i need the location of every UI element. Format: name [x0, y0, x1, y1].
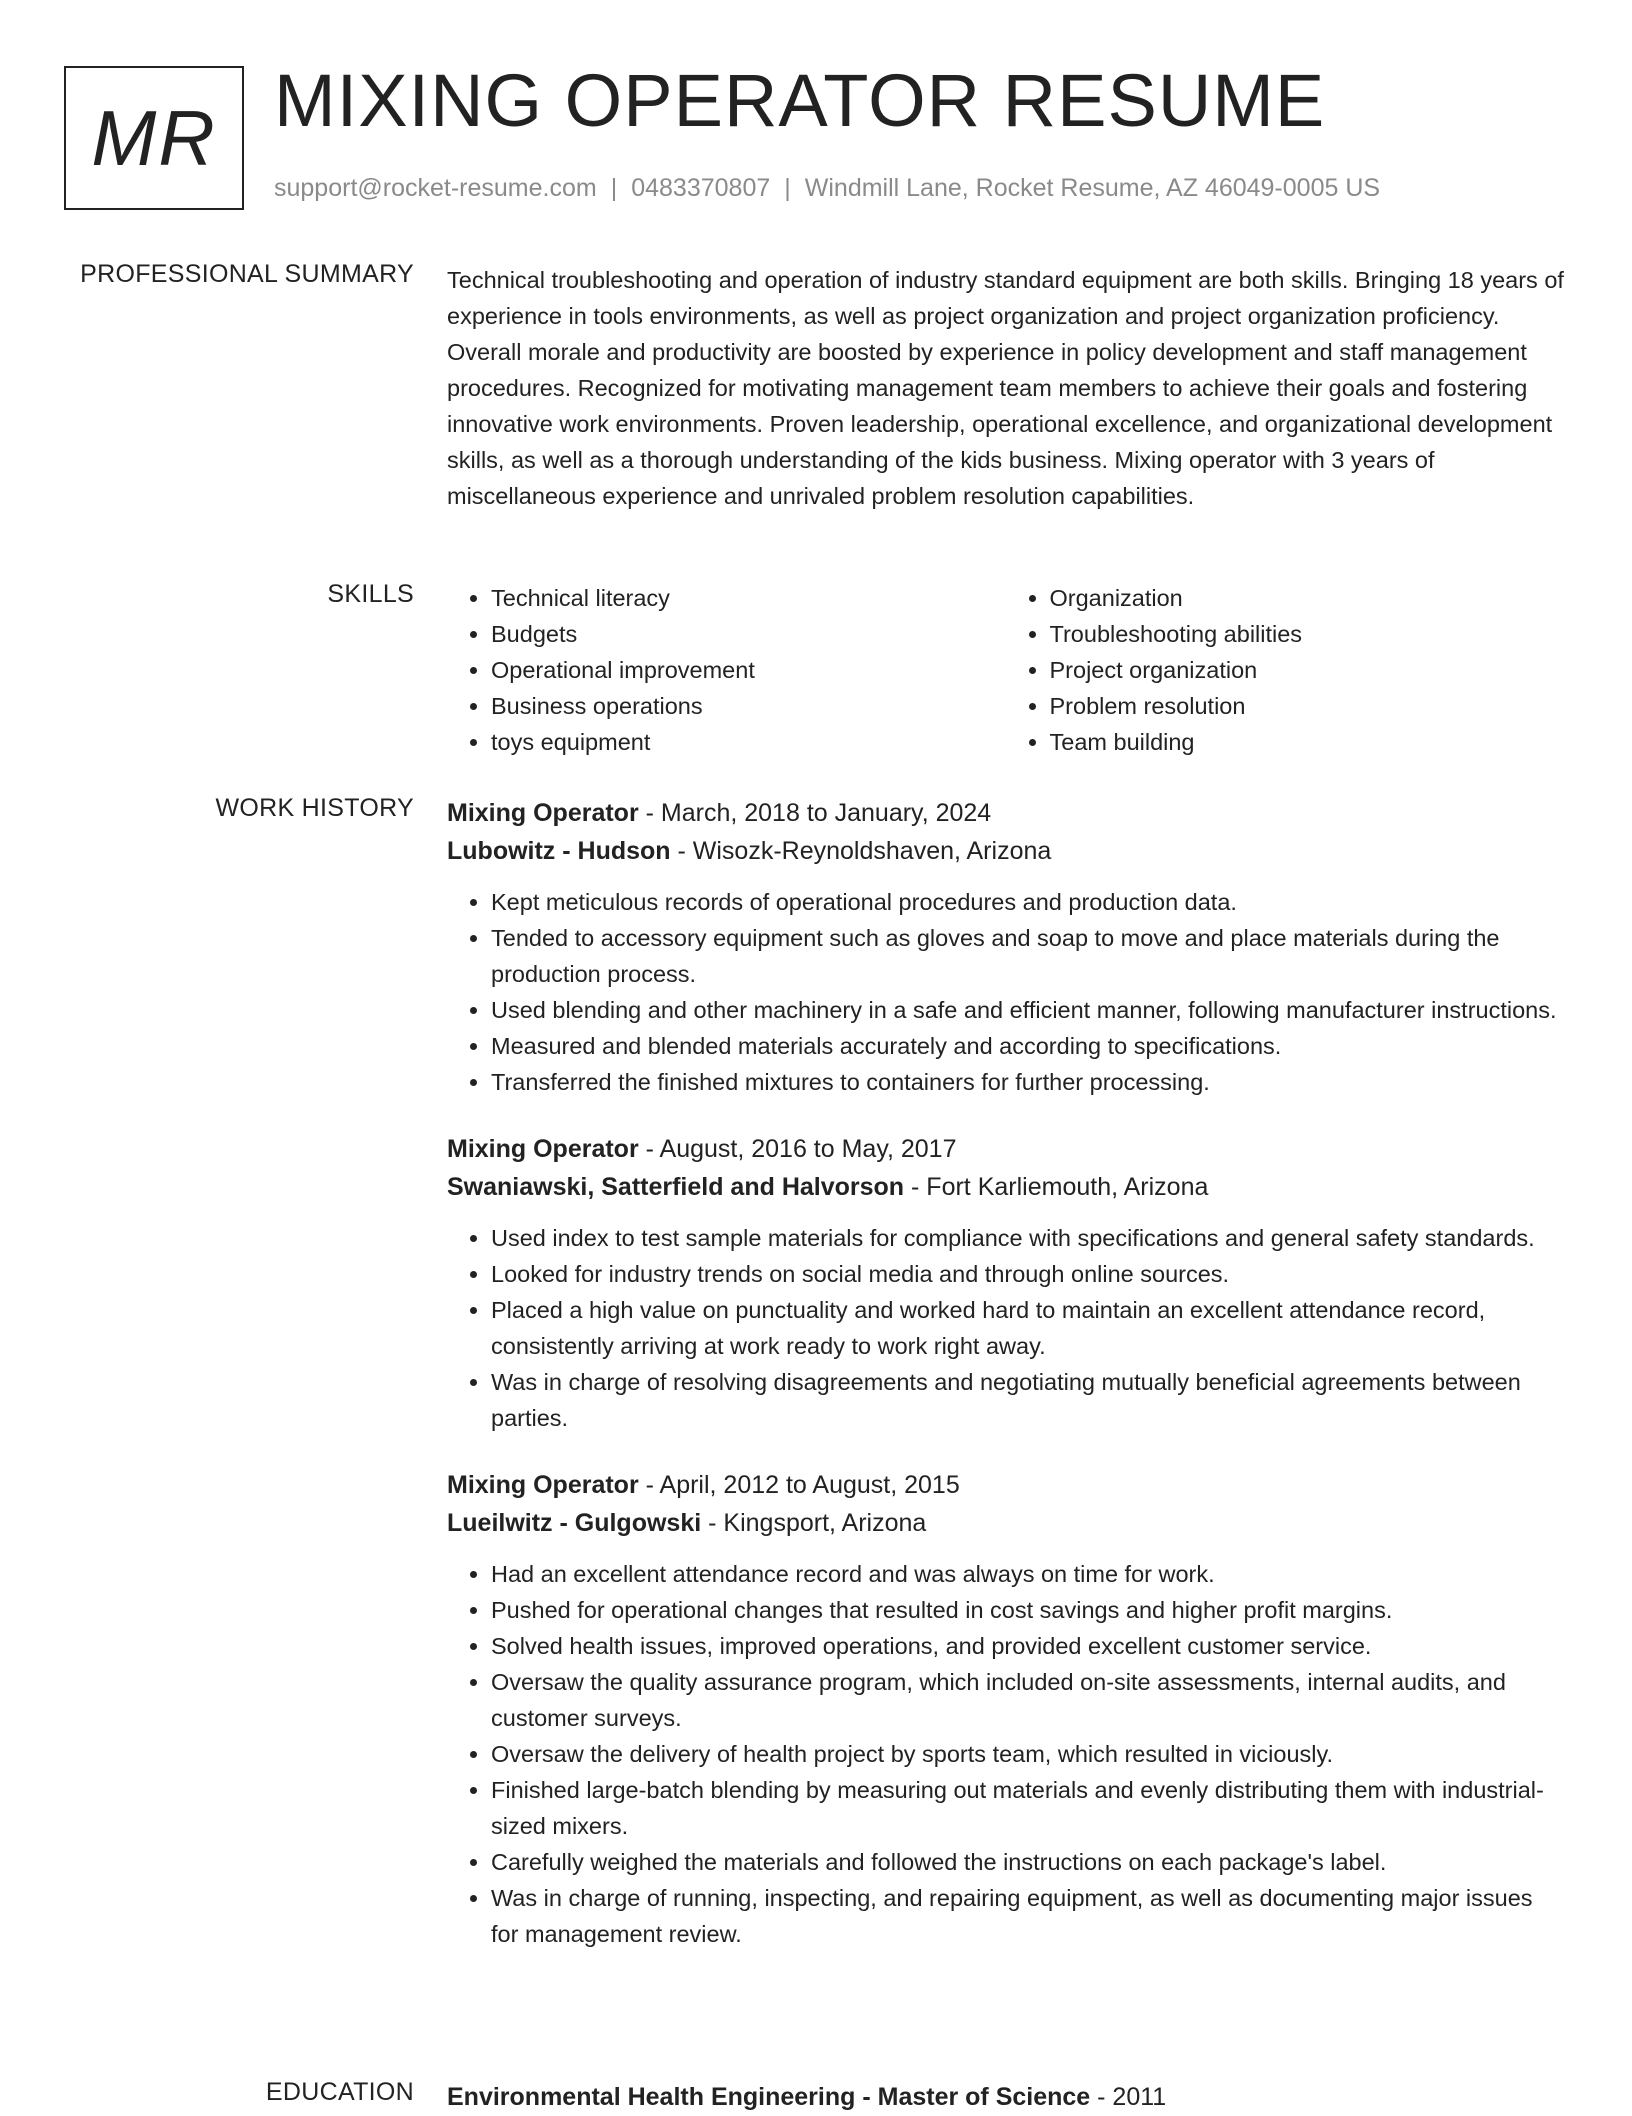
job-company: Swaniawski, Satterfield and Halvorson — [447, 1173, 905, 1201]
job-location: - Kingsport, Arizona — [701, 1509, 927, 1537]
skill-item: • Team building — [1050, 724, 1565, 760]
job-title: Mixing Operator — [447, 1135, 639, 1163]
monogram-initials: MR — [91, 93, 217, 182]
job-bullet: • Oversaw the quality assurance program, which included on-site assessments, internal audits, and customer surveys. — [491, 1664, 1564, 1736]
job-bullet: • Measured and blended materials accurately and according to specifications. — [491, 1028, 1564, 1064]
contact-separator: | — [610, 174, 618, 202]
job-title-line — [447, 1130, 1564, 1168]
job-location: - Fort Karliemouth, Arizona — [904, 1173, 1209, 1201]
education-entry — [447, 2078, 1564, 2116]
job-entry — [447, 1466, 1564, 1952]
skill-item: • Organization — [1050, 580, 1565, 616]
job-bullet: • Pushed for operational changes that resulted in cost savings and higher profit margins. — [491, 1592, 1564, 1628]
job-bullet: • Solved health issues, improved operations, and provided excellent customer service. — [491, 1628, 1564, 1664]
job-title: Mixing Operator — [447, 1471, 639, 1499]
skill-item: • Problem resolution — [1050, 688, 1565, 724]
job-title-line — [447, 1466, 1564, 1504]
job-bullet: • Tended to accessory equipment such as gloves and soap to move and place materials during the production process. — [491, 920, 1564, 992]
job-company: Lubowitz - Hudson — [447, 837, 671, 865]
contact-line — [274, 174, 1380, 203]
contact-address: Windmill Lane, Rocket Resume, AZ 46049-0005 US — [804, 174, 1381, 202]
job-company: Lueilwitz - Gulgowski — [447, 1509, 702, 1537]
job-bullet: • Transferred the finished mixtures to containers for further processing. — [491, 1064, 1564, 1100]
job-bullet: • Looked for industry trends on social media and through online sources. — [491, 1256, 1564, 1292]
section-label-skills: SKILLS — [327, 580, 414, 608]
skills-list-left — [447, 580, 1006, 760]
job-bullets — [447, 1556, 1564, 1952]
section-label-work-history: WORK HISTORY — [215, 794, 414, 822]
job-bullet: • Used blending and other machinery in a safe and efficient manner, following manufacturer instructions. — [491, 992, 1564, 1028]
skill-item: • Technical literacy — [491, 580, 1006, 616]
skill-item: • toys equipment — [491, 724, 1006, 760]
job-dates: - April, 2012 to August, 2015 — [638, 1471, 960, 1499]
job-bullets — [447, 1220, 1564, 1436]
job-dates: - August, 2016 to May, 2017 — [638, 1135, 957, 1163]
skills-list-right — [1006, 580, 1565, 760]
skill-item: • Business operations — [491, 688, 1006, 724]
job-location: - Wisozk-Reynoldshaven, Arizona — [670, 837, 1052, 865]
resume-title: MIXING OPERATOR RESUME — [274, 59, 1326, 142]
job-title-line — [447, 794, 1564, 832]
contact-email: support@rocket-resume.com — [274, 174, 597, 202]
job-bullets — [447, 884, 1564, 1100]
contact-phone: 0483370807 — [631, 174, 771, 202]
job-bullet: • Oversaw the delivery of health project by sports team, which resulted in viciously. — [491, 1736, 1564, 1772]
skill-item: • Budgets — [491, 616, 1006, 652]
skill-item: • Operational improvement — [491, 652, 1006, 688]
skill-item: • Troubleshooting abilities — [1050, 616, 1565, 652]
job-bullet: • Had an excellent attendance record and was always on time for work. — [491, 1556, 1564, 1592]
job-bullet: • Was in charge of resolving disagreements and negotiating mutually beneficial agreements between parties. — [491, 1364, 1564, 1436]
job-title: Mixing Operator — [447, 799, 639, 827]
section-label-education: EDUCATION — [265, 2078, 414, 2106]
job-bullet: • Kept meticulous records of operational procedures and production data. — [491, 884, 1564, 920]
education-degree: Environmental Health Engineering - Master of Science — [447, 2083, 1091, 2111]
job-bullet: • Finished large-batch blending by measuring out materials and evenly distributing them with industrial-sized mixers. — [491, 1772, 1564, 1844]
job-entry — [447, 794, 1564, 1100]
job-company-line — [447, 1168, 1564, 1206]
job-bullet: • Was in charge of running, inspecting, and repairing equipment, as well as documenting major issues for management review. — [491, 1880, 1564, 1952]
job-entry — [447, 1130, 1564, 1436]
job-company-line — [447, 832, 1564, 870]
monogram-box — [64, 66, 244, 210]
job-bullet: • Placed a high value on punctuality and worked hard to maintain an excellent attendance record, consistently arriving at work ready to work right away. — [491, 1292, 1564, 1364]
contact-separator: | — [784, 174, 791, 202]
job-dates: - March, 2018 to January, 2024 — [638, 799, 992, 827]
skill-item: • Project organization — [1050, 652, 1565, 688]
job-bullet: • Carefully weighed the materials and followed the instructions on each package's label. — [491, 1844, 1564, 1880]
education-year: - 2011 — [1090, 2083, 1167, 2111]
job-bullet: • Used index to test sample materials for compliance with specifications and general safety standards. — [491, 1220, 1564, 1256]
summary-text: Technical troubleshooting and operation of industry standard equipment are both skills. Bringing 18 years of experience in tools environments, as well as project organization and project organization proficiency. Overall morale and productivity are boosted by experience in policy development and staff management procedures. Recognized for motivating management team members to achieve their goals and fostering innovative work environments. Proven leadership, operational excellence, and organizational development skills, as well as a thorough understanding of the kids business. Mixing operator with 3 years of miscellaneous experience and unrivaled problem resolution capabilities. — [447, 267, 1564, 509]
job-company-line — [447, 1504, 1564, 1542]
section-label-summary: PROFESSIONAL SUMMARY — [80, 260, 414, 288]
